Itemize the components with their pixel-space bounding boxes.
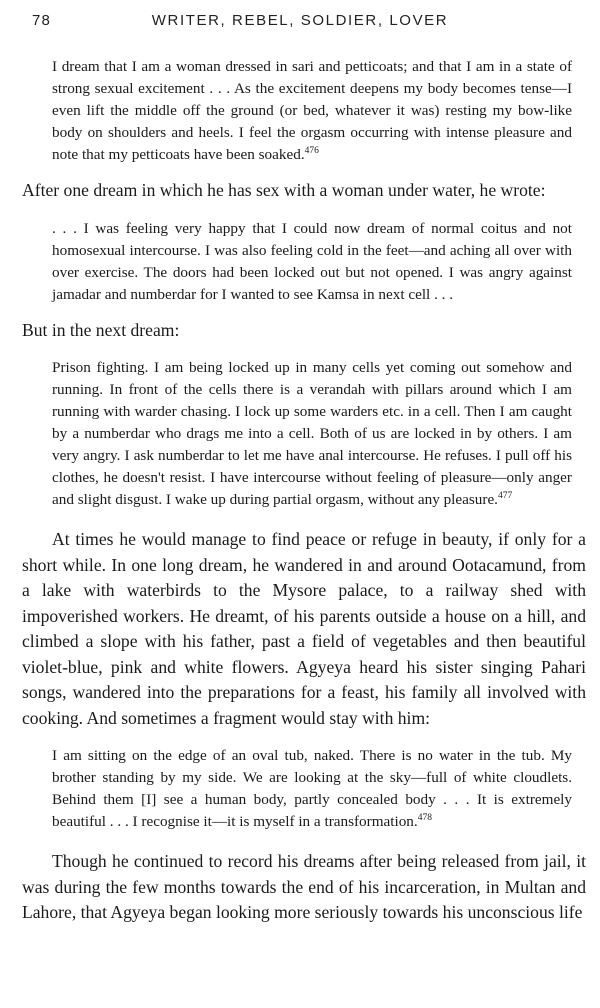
paragraph: Though he continued to record his dreams after being released from jail, it was during the few months towards the end of his incarceration, in Multan and Lahore, that Agyeya began looking more seriously towards his unconscious life <box>22 851 586 922</box>
note-reference: 478 <box>417 812 432 823</box>
paragraph: After one dream in which he has sex with a woman under water, he wrote: <box>22 180 546 200</box>
page-number: 78 <box>32 12 52 29</box>
note-reference: 477 <box>497 490 513 501</box>
block-quote: . . . I was feeling very happy that I could now dream of normal coitus and not homosexual intercourse. I was also feeling cold in the feet—and aching all over with over exercise. The doors had been locked out but not opened. I was angry against jamadar and numberdar for I wanted to see Kamsa in next cell . . . <box>52 219 572 303</box>
block-quote <box>52 745 572 833</box>
block-quote <box>52 357 572 511</box>
quote-text: I dream that I am a woman dressed in sari and petticoats; and that I am in a state of strong sexual excitement . . . As the excitement deepens my body becomes tense—I even lift the middle off the ground (or bed, whatever it was) resting my bow-like body on shoulders and heels. I feel the orgasm occurring with intense pleasure and note that my petticoats have been soaked. <box>52 58 572 163</box>
page-header <box>32 12 568 36</box>
running-head: WRITER, REBEL, SOLDIER, LOVER <box>151 12 449 29</box>
note-reference: 476 <box>304 145 319 156</box>
paragraph: At times he would manage to find peace or refuge in beauty, if only for a short while. In one long dream, he wandered in and around Ootacamund, from a lake with waterbirds to the Mysore palace, to a railway shed with impoverished workers. He dreamt, of his parents outside a house on a hill, and climbed a slope with his father, past a field of vegetables and then beautiful violet-blue, pink and white flowers. Agyeya heard his sister singing Pahari songs, wandered into the preparations for a feast, his family all involved with cooking. And sometimes a fragment would stay with him: <box>22 529 586 728</box>
body-text <box>22 56 586 926</box>
quote-text: I am sitting on the edge of an oval tub, naked. There is no water in the tub. My brother standing by my side. We are looking at the sky—full of white cloudlets. Behind them [I] see a human body, partly concealed body . . . It is extremely beautiful . . . I recognise it—it is myself in a transformation. <box>52 747 572 830</box>
quote-text: Prison fighting. I am being locked up in many cells yet coming out somehow and running. In front of the cells there is a verandah with pillars around which I am running with warder chasing. I lock up some warders etc. in a cell. Then I am caught by a numberdar who drags me into a cell. Both of us are locked in by others. I am very angry. I ask numberdar to let me have anal intercourse. He refuses. I pull off his clothes, he doesn't resist. I have intercourse without feeling of pleasure—only anger and slight disgust. I wake up during partial orgasm, without any pleasure. <box>52 359 572 508</box>
block-quote <box>52 56 572 166</box>
paragraph: But in the next dream: <box>22 319 180 340</box>
